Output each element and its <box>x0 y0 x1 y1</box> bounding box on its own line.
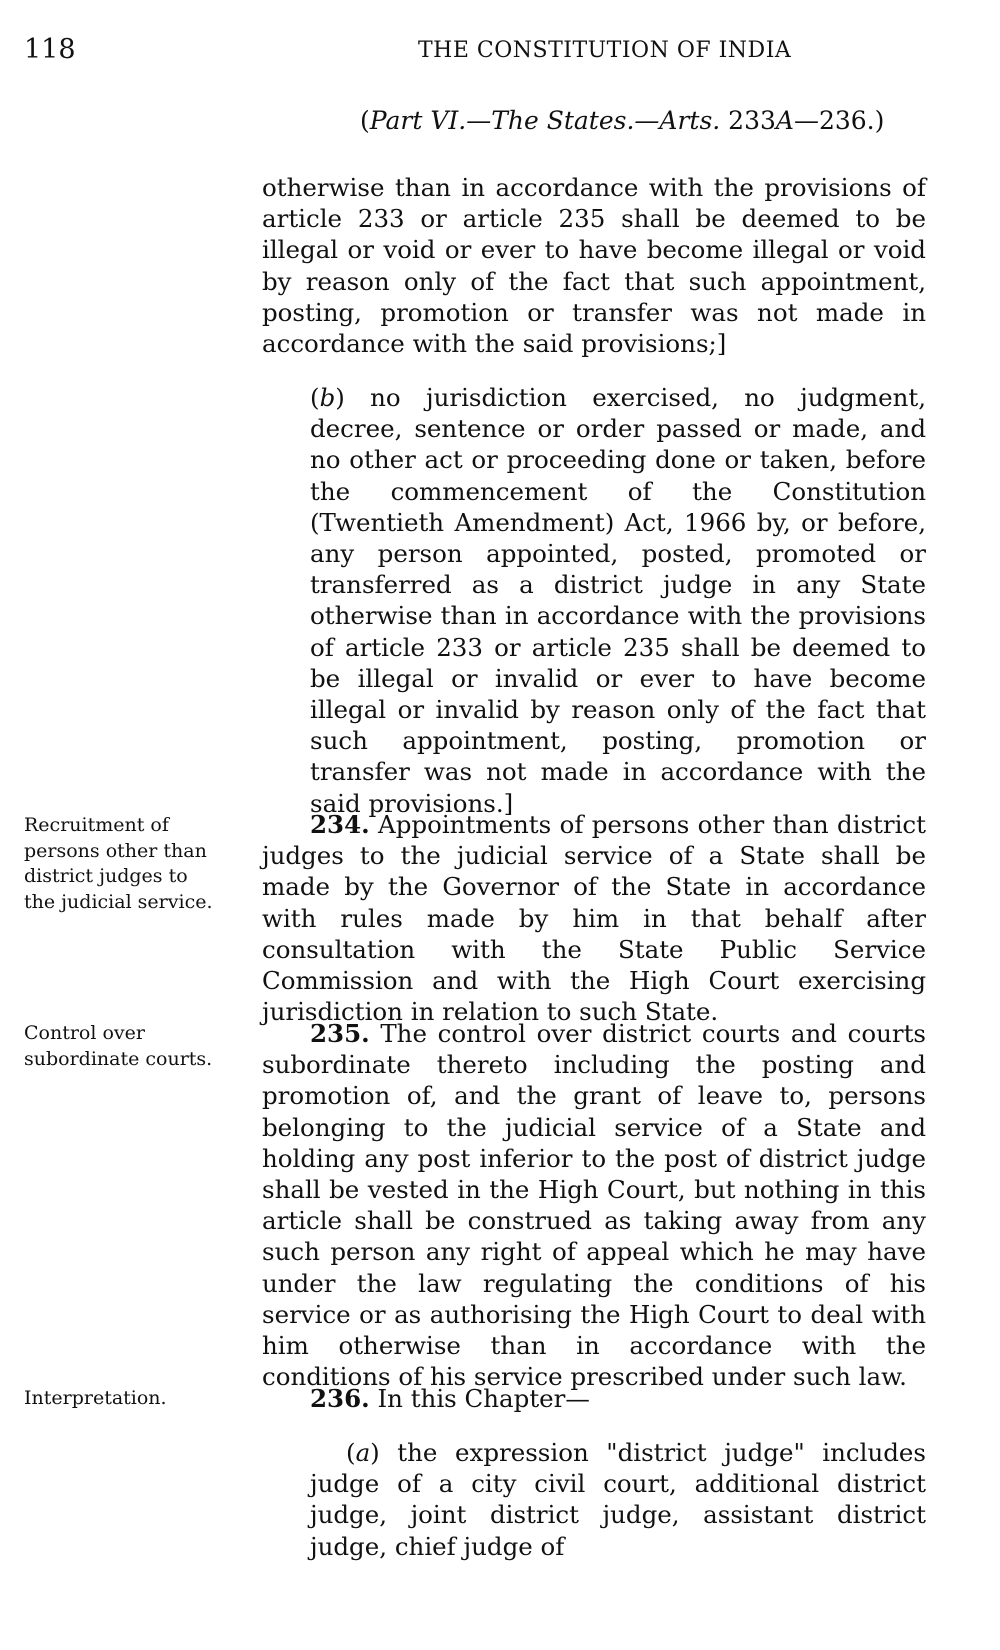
clause-a-text: the expression "district judge" includes judge of a city civil court, additional district judge, joint district judge, assistant district judge, chief judge of <box>310 1438 926 1561</box>
clause-a-paragraph <box>310 1437 926 1562</box>
page-number: 118 <box>24 34 76 65</box>
article-235-text: The control over district courts and courts subordinate thereto including the posting and promotion of, and the grant of leave to, persons belonging to the judicial service of a State and holding any post inferior to the post of district judge shall be vested in the High Court, but nothing in this article shall be construed as taking away from any such person any right of appeal which he may have under the law regulating the conditions of his service or as authorising the High Court to deal with him otherwise than in accordance with the conditions of his service prescribed under such law. <box>262 1019 926 1392</box>
marginal-note-234: Recruitment of persons other than district judges to the judicial service. <box>24 814 213 913</box>
clause-a-open: ( <box>346 1438 356 1467</box>
part-reference-open: ( <box>360 106 370 135</box>
clause-b-paragraph <box>310 382 926 819</box>
article-234-number: 234. <box>310 810 370 839</box>
clause-b-letter: b <box>319 383 336 412</box>
article-236-text: In this Chapter— <box>369 1384 590 1413</box>
part-reference-italic-suffix: A <box>775 106 794 135</box>
running-title: THE CONSTITUTION OF INDIA <box>418 38 792 63</box>
clause-a-letter: a <box>355 1438 371 1467</box>
article-234 <box>262 809 926 1027</box>
part-reference-close: —236.) <box>793 106 885 135</box>
clause-b-open: ( <box>310 383 320 412</box>
article-236-number: 236. <box>310 1384 370 1413</box>
article-235-number: 235. <box>310 1019 370 1048</box>
article-235 <box>262 1018 926 1392</box>
marginal-note-235: Control over subordinate courts. <box>24 1022 213 1070</box>
article-234-text: Appointments of persons other than district judges to the judicial service of a State shall be made by the Governor of the State in accordance with rules made by him in that behalf after consultation with the State Public Service Commission and with the High Court exercising jurisdiction in relation to such State. <box>262 810 926 1027</box>
article-236 <box>262 1383 926 1414</box>
clause-b-text: no jurisdiction exercised, no judgment, decree, sentence or order passed or made, and no other act or proceeding done or taken, before the commencement of the Constitution (Twentieth Amendment) Act, 1966 by, or before, any person appointed, posted, promoted or transferred as a district judge in any State otherwise than in accordance with the provisions of article 233 or article 235 shall be deemed to be illegal or invalid or ever to have become illegal or invalid by reason only of the fact that such appointment, posting, promotion or transfer was not made in accordance with the said provisions.] <box>310 383 926 818</box>
continuation-paragraph: otherwise than in accordance with the provisions of article 233 or article 235 shall be deemed to be illegal or void or ever to have become illegal or void by reason only of the fact that such appointment, posting, promotion or transfer was not made in accordance with the said provisions;] <box>262 173 926 359</box>
part-reference-italic: Part VI.—The States.—Arts. <box>369 106 721 135</box>
part-reference <box>360 106 884 135</box>
part-reference-plain: 233 <box>720 106 776 135</box>
clause-a-close: ) <box>370 1438 380 1467</box>
clause-b-close: ) <box>335 383 345 412</box>
marginal-note-236: Interpretation. <box>24 1387 167 1409</box>
